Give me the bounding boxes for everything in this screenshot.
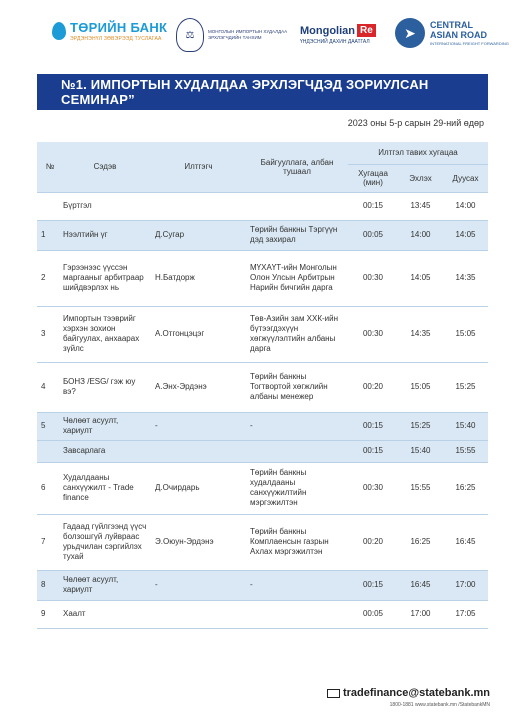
cell-topic: Завсарлага (59, 440, 151, 462)
cell-duration: 00:20 (348, 362, 398, 412)
cell-presenter (151, 600, 246, 628)
cell-presenter: А.Энх-Эрдэнэ (151, 362, 246, 412)
mail-icon (327, 689, 340, 698)
table-row (37, 514, 488, 570)
title-banner (37, 74, 488, 110)
cell-no: 7 (37, 514, 59, 570)
table-row (37, 220, 488, 250)
contact-email[interactable]: tradefinance@statebank.mn (342, 687, 490, 699)
cell-presenter: Д.Сугар (151, 220, 246, 250)
bank-slogan: ЭРДЭНЭНҮЛ ЗӨВЭРЭЭД ТУСЛАГАА (70, 36, 162, 42)
table-row (37, 570, 488, 600)
header-time-group: Илтгэл тавих хугацаа (348, 142, 488, 164)
cell-end: 15:25 (443, 362, 488, 412)
seminar-title: №1. ИМПОРТЫН ХУДАЛДАА ЭРХЛЭГЧДЭД ЗОРИУЛСАН СЕМИНАР” (61, 77, 429, 107)
header-end: Дуусах (443, 164, 488, 192)
agenda-table (37, 142, 488, 629)
association-logo (176, 18, 288, 52)
re-name: Mongolian (300, 24, 355, 37)
cell-no: 8 (37, 570, 59, 600)
cell-org: Төрийн банкны Тогтвортой хөгжлийн албаны менежер (246, 362, 348, 412)
cell-no (37, 192, 59, 220)
cell-topic: Бүртгэл (59, 192, 151, 220)
table-row (37, 462, 488, 514)
cell-end: 14:00 (443, 192, 488, 220)
table-row (37, 440, 488, 462)
cell-org: Төв-Азийн зам ХХК-ийн бүтээгдэхүүн хөгжүүлэлтийн албаны дарга (246, 306, 348, 362)
re-subtitle: ҮНДЭСНИЙ ДАХИН ДААТГАЛ (300, 39, 370, 45)
cell-end: 17:05 (443, 600, 488, 628)
header-no: № (37, 142, 59, 192)
cell-topic: Импортын тээврийг хэрхэн зохион байгуулах, анхаарах зүйлс (59, 306, 151, 362)
cell-start: 17:00 (398, 600, 443, 628)
table-row (37, 362, 488, 412)
cell-end: 17:00 (443, 570, 488, 600)
drop-icon (52, 22, 66, 40)
cell-end: 15:55 (443, 440, 488, 462)
cell-no (37, 440, 59, 462)
cell-org: - (246, 412, 348, 440)
table-row (37, 192, 488, 220)
mongolian-re-logo (300, 24, 376, 45)
cell-duration: 00:15 (348, 192, 398, 220)
cell-start: 15:55 (398, 462, 443, 514)
cell-topic: БОНЗ /ESG/ гэж юу вэ? (59, 362, 151, 412)
header-duration: Хугацаа (мин) (348, 164, 398, 192)
cell-duration: 00:15 (348, 570, 398, 600)
state-bank-logo (52, 20, 167, 42)
cell-org (246, 440, 348, 462)
cell-start: 16:45 (398, 570, 443, 600)
cell-topic: Гадаад гүйлгээнд үүсч болзошгүй луйврaас урьдчилан сэргийлэх тухай (59, 514, 151, 570)
cell-presenter: Э.Оюун-Эрдэнэ (151, 514, 246, 570)
logo-strip (0, 18, 514, 62)
cell-start: 14:35 (398, 306, 443, 362)
cell-end: 16:45 (443, 514, 488, 570)
cell-start: 14:00 (398, 220, 443, 250)
table-row (37, 412, 488, 440)
cell-start: 16:25 (398, 514, 443, 570)
cell-org (246, 192, 348, 220)
cell-topic: Худалдааны санхүүжилт - Trade finance (59, 462, 151, 514)
cell-topic: Гэрээнээс үүссэн маргааныг арбитраар шийдвэрлэх нь (59, 250, 151, 306)
cell-duration: 00:30 (348, 250, 398, 306)
cell-start: 13:45 (398, 192, 443, 220)
cell-end: 14:05 (443, 220, 488, 250)
cell-no: 1 (37, 220, 59, 250)
car-line1: CENTRAL (430, 20, 473, 30)
cell-presenter: - (151, 412, 246, 440)
cell-topic: Нээлтийн үг (59, 220, 151, 250)
road-icon: ➤ (395, 18, 425, 48)
footer (327, 687, 490, 708)
cell-duration: 00:15 (348, 440, 398, 462)
cell-end: 14:35 (443, 250, 488, 306)
cell-topic: Чөлөөт асуулт, хариулт (59, 570, 151, 600)
cell-start: 15:25 (398, 412, 443, 440)
cell-topic: Чөлөөт асуулт, хариулт (59, 412, 151, 440)
cell-end: 16:25 (443, 462, 488, 514)
car-line2: ASIAN ROAD (430, 30, 488, 40)
cell-org: Төрийн банкны Тэргүүн дэд захирал (246, 220, 348, 250)
cell-presenter (151, 192, 246, 220)
cell-org (246, 600, 348, 628)
re-box: Re (357, 24, 376, 37)
cell-end: 15:40 (443, 412, 488, 440)
event-date: 2023 оны 5-р сарын 29-ний өдөр (347, 118, 484, 128)
header-start: Эхлэх (398, 164, 443, 192)
cell-presenter: А.Отгонцэцэг (151, 306, 246, 362)
cell-duration: 00:05 (348, 220, 398, 250)
association-name: МОНГОЛЫН ИМПОРТЫН ХУДАЛДАА ЭРХЛЭГЧДИЙН ТАНХИМ (208, 29, 288, 40)
cell-presenter: Д.Очирдарь (151, 462, 246, 514)
cell-start: 15:05 (398, 362, 443, 412)
cell-org: Төрийн банкны Комплаенсын газрын Ахлах мэргэжилтэн (246, 514, 348, 570)
cell-topic: Хаалт (59, 600, 151, 628)
footer-email-row (327, 687, 490, 699)
header-topic: Сэдэв (59, 142, 151, 192)
table-row (37, 306, 488, 362)
cell-no: 2 (37, 250, 59, 306)
cell-no: 3 (37, 306, 59, 362)
table-row (37, 600, 488, 628)
cell-duration: 00:15 (348, 412, 398, 440)
cell-duration: 00:30 (348, 462, 398, 514)
cell-start: 15:40 (398, 440, 443, 462)
central-asian-road-logo (395, 18, 509, 48)
cell-no: 6 (37, 462, 59, 514)
cell-end: 15:05 (443, 306, 488, 362)
emblem-icon: ⚖ (176, 18, 204, 52)
cell-org: МҮХАҮТ-ийн Монголын Олон Улсын Арбитрын Нарийн бичгийн дарга (246, 250, 348, 306)
cell-org: Төрийн банкны худалдааны санхүүжилтийн мэргэжилтэн (246, 462, 348, 514)
cell-presenter (151, 440, 246, 462)
cell-duration: 00:05 (348, 600, 398, 628)
cell-org: - (246, 570, 348, 600)
cell-no: 9 (37, 600, 59, 628)
footer-contacts: 1800-1881 www.statebank.mn /StatebankMN (389, 702, 490, 708)
header-org: Байгууллага, албан тушаал (246, 142, 348, 192)
header-presenter: Илтгэгч (151, 142, 246, 192)
cell-no: 4 (37, 362, 59, 412)
table-row (37, 250, 488, 306)
cell-start: 14:05 (398, 250, 443, 306)
cell-no: 5 (37, 412, 59, 440)
cell-duration: 00:20 (348, 514, 398, 570)
bank-name: ТӨРИЙН БАНК (70, 20, 168, 35)
car-subtitle: INTERNATIONAL FREIGHT FORWARDING (430, 41, 509, 46)
cell-duration: 00:30 (348, 306, 398, 362)
cell-presenter: - (151, 570, 246, 600)
cell-presenter: Н.Батдорж (151, 250, 246, 306)
